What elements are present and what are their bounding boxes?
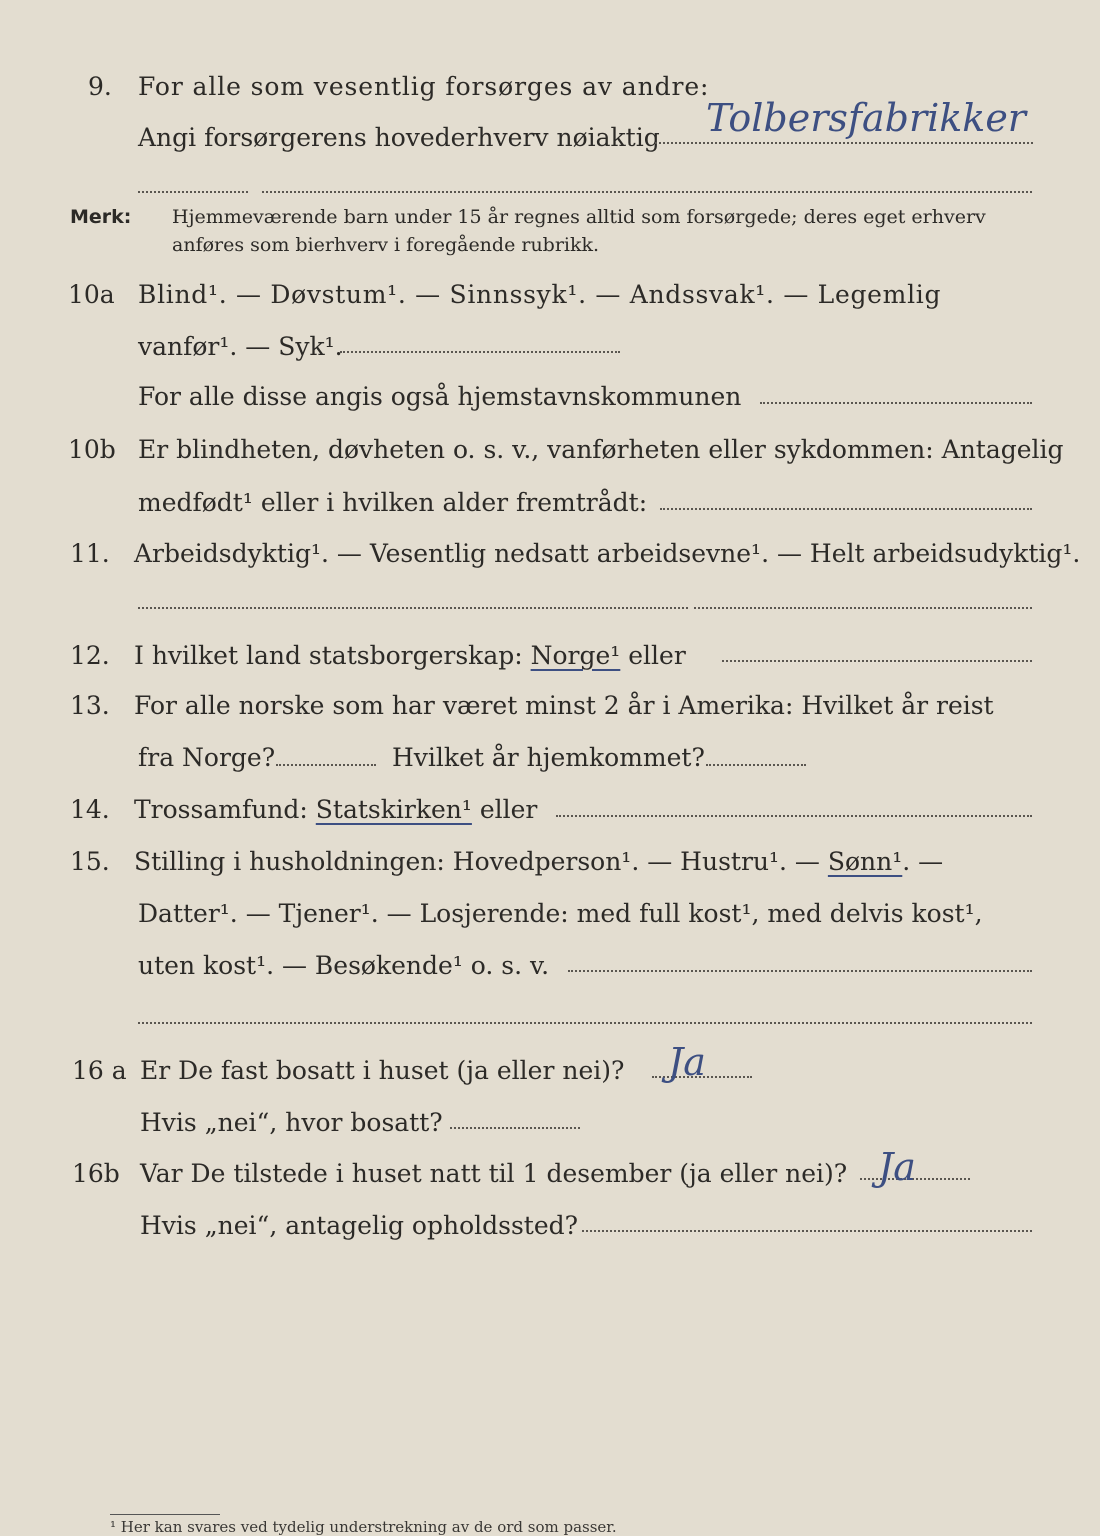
q15-line2: Datter¹. — Tjener¹. — Losjerende: med full kost¹, med delvis kost¹, [138,899,983,928]
q13-hjemkommet-line[interactable] [706,764,806,766]
q11-line-a [138,607,688,609]
q10b-number: 10b [68,435,116,464]
q15-line3: uten kost¹. — Besøkende¹ o. s. v. [138,951,550,980]
q9-line2: Angi forsørgerens hovederhverv nøiaktig [138,123,660,152]
q15-line1-end: . — [902,847,944,876]
q14-number: 14. [70,795,110,824]
q14-text: Trossamfund: [134,795,316,824]
q16a-handwritten-answer: Ja [668,1040,706,1084]
q15-sonn-option[interactable]: Sønn¹ [827,847,903,876]
q9-number: 9. [88,72,112,101]
q14-statskirken-option[interactable]: Statskirken¹ [315,795,472,824]
footnote-rule [110,1514,220,1515]
q13-reist-line[interactable] [276,764,376,766]
q13-line2a: fra Norge? [138,743,276,772]
q14-eller: eller [471,795,538,824]
q14-answer-line[interactable] [556,815,1032,817]
q15-number: 15. [70,847,110,876]
q10b-line1: Er blindheten, døvheten o. s. v., vanførheten eller sykdommen: Antagelig [138,435,1064,464]
q12-text: I hvilket land statsborgerskap: [134,641,531,670]
q11-number: 11. [70,539,110,568]
q10a-line2: vanfør¹. — Syk¹. [138,332,343,361]
merk-line1: Hjemmeværende barn under 15 år regnes alltid som forsørgede; deres eget erhverv [172,206,986,228]
q9-line1: For alle som vesentlig forsørges av andre: [138,72,710,101]
q16b-opholdssted-line[interactable] [582,1230,1032,1232]
q16b-handwritten-answer: Ja [878,1145,916,1189]
q10b-alder-line[interactable] [660,508,1032,510]
q16b-line2: Hvis „nei“, antagelig opholdssted? [140,1211,579,1240]
q9-extra-line-b [262,191,1032,193]
q16b-line1: Var De tilstede i huset natt til 1 desember (ja eller nei)? [140,1159,848,1188]
q16a-bosatt-line[interactable] [450,1127,580,1129]
q10a-hjemstavn-line[interactable] [760,402,1032,404]
q16a-line1: Er De fast bosatt i huset (ja eller nei)? [140,1056,625,1085]
q13-line1: For alle norske som har været minst 2 år i Amerika: Hvilket år reist [134,691,994,720]
q15-line1-text: Stilling i husholdningen: Hovedperson¹. — Hustru¹. — [134,847,828,876]
merk-label: Merk: [70,206,132,228]
q16a-line2: Hvis „nei“, hvor bosatt? [140,1108,443,1137]
q16b-number: 16b [72,1159,120,1188]
q14-line [134,797,537,822]
q15-answer-line[interactable] [568,970,1032,972]
q15-extra-line [138,1022,1032,1024]
q11-line1: Arbeidsdyktig¹. — Vesentlig nedsatt arbeidsevne¹. — Helt arbeidsudyktig¹. [134,539,1081,568]
q11-line-b [694,607,1032,609]
q9-handwritten-answer: Tolbersfabrikker [706,96,1026,140]
q12-answer-line[interactable] [722,660,1032,662]
q12-number: 12. [70,641,110,670]
q10b-line2: medfødt¹ eller i hvilken alder fremtrådt: [138,488,648,517]
q13-line2b: Hvilket år hjemkommet? [392,743,705,772]
merk-line2: anføres som bierhverv i foregående rubrikk. [172,234,600,256]
q12-eller: eller [620,641,686,670]
q10a-number: 10a [68,280,115,309]
q9-answer-line[interactable] [655,142,1033,144]
q10a-line1: Blind¹. — Døvstum¹. — Sinnssyk¹. — Andssvak¹. — Legemlig [138,280,942,309]
q12-norge-option[interactable]: Norge¹ [530,641,621,670]
q12-line [134,643,686,668]
q10a-syk-line[interactable] [340,351,620,353]
q9-extra-line-a [138,191,248,193]
q15-line1 [134,849,943,874]
q13-number: 13. [70,691,110,720]
q16a-number: 16 a [72,1056,127,1085]
footnote-text: ¹ Her kan svares ved tydelig understrekning av de ord som passer. [110,1518,617,1536]
q10a-line3: For alle disse angis også hjemstavnskommunen [138,382,742,411]
